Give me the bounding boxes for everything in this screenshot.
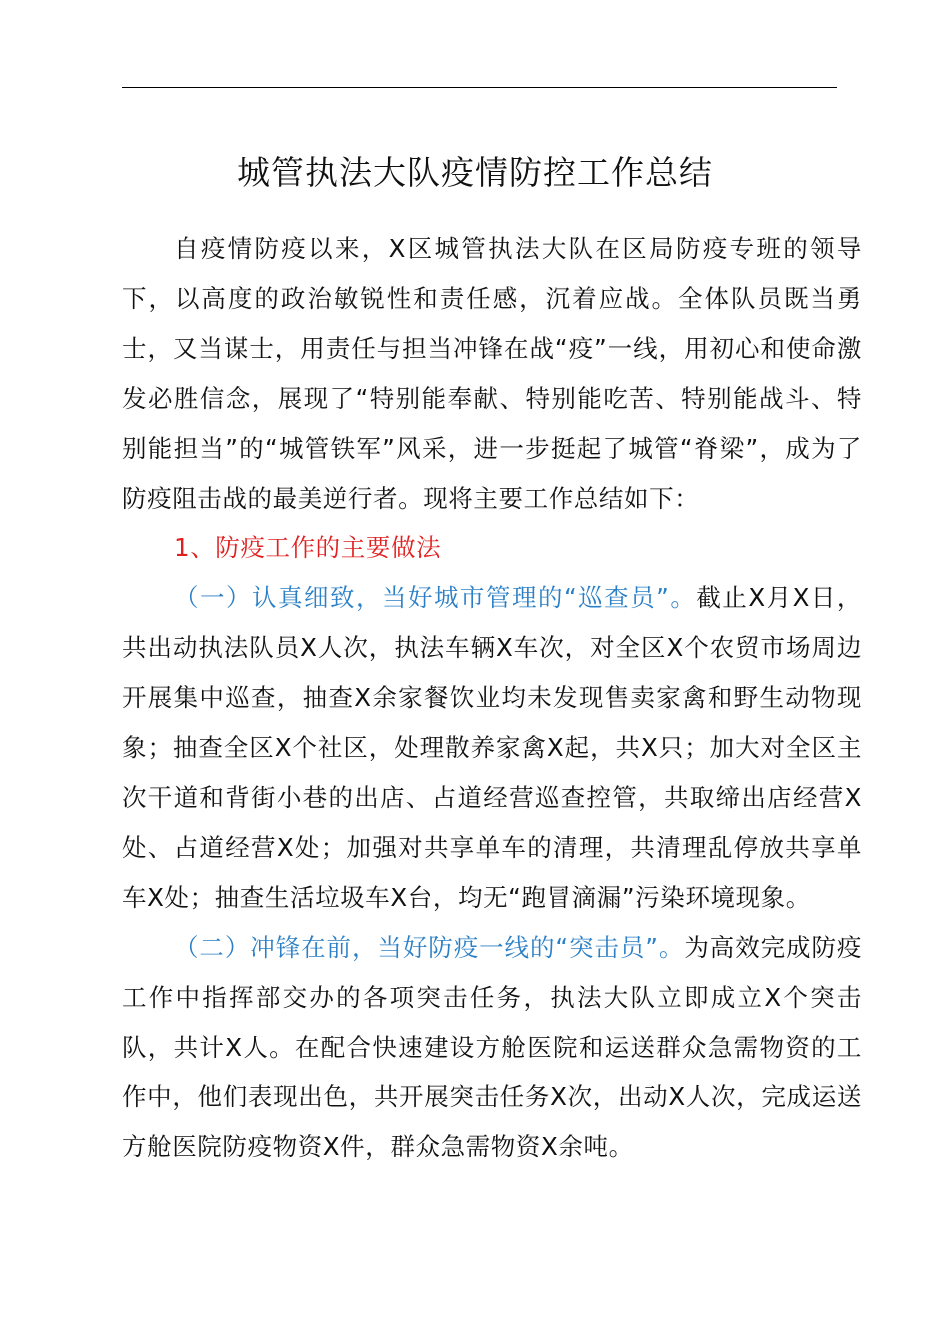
intro-paragraph: 自疫情防疫以来，X区城管执法大队在区局防疫专班的领导下，以高度的政治敏锐性和责任感，沉着应战。全体队员既当勇士，又当谋士，用责任与担当冲锋在战“疫”一线，用初心和使命激发必胜信念，展现了“特别能奉献、特别能吃苦、特别能战斗、特别能担当”的“城管铁军”风采，进一步挺起了城管“脊梁”，成为了防疫阻击战的最美逆行者。现将主要工作总结如下： xyxy=(122,234,862,513)
header-rule xyxy=(122,87,837,88)
document-body xyxy=(122,224,862,1172)
item-heading-2: （二）冲锋在前，当好防疫一线的“突击员”。 xyxy=(174,932,685,962)
item-heading-1: （一）认真细致，当好城市管理的“巡查员”。 xyxy=(174,583,697,613)
document-title: 城管执法大队疫情防控工作总结 xyxy=(237,153,713,192)
item-paragraph-1 xyxy=(122,573,862,922)
section-heading: 1、防疫工作的主要做法 xyxy=(174,533,442,563)
item-text-1: 截止X月X日，共出动执法队员X人次，执法车辆X车次，对全区X个农贸市场周边开展集中巡查，抽查X余家餐饮业均未发现售卖家禽和野生动物现象；抽查全区X个社区，处理散养家禽X起，共X只；加大对全区主次干道和背街小巷的出店、占道经营巡查控管，共取缔出店经营X处、占道经营X处；加强对共享单车的清理，共清理乱停放共享单车X处；抽查生活垃圾车X台，均无“跑冒滴漏”污染环境现象。 xyxy=(122,583,862,912)
item-paragraph-2 xyxy=(122,923,862,1173)
item-text-2: 为高效完成防疫工作中指挥部交办的各项突击任务，执法大队立即成立X个突击队，共计X人。在配合快速建设方舱医院和运送群众急需物资的工作中，他们表现出色，共开展突击任务X次，出动X人次，完成运送方舱医院防疫物资X件，群众急需物资X余吨。 xyxy=(122,932,863,1162)
